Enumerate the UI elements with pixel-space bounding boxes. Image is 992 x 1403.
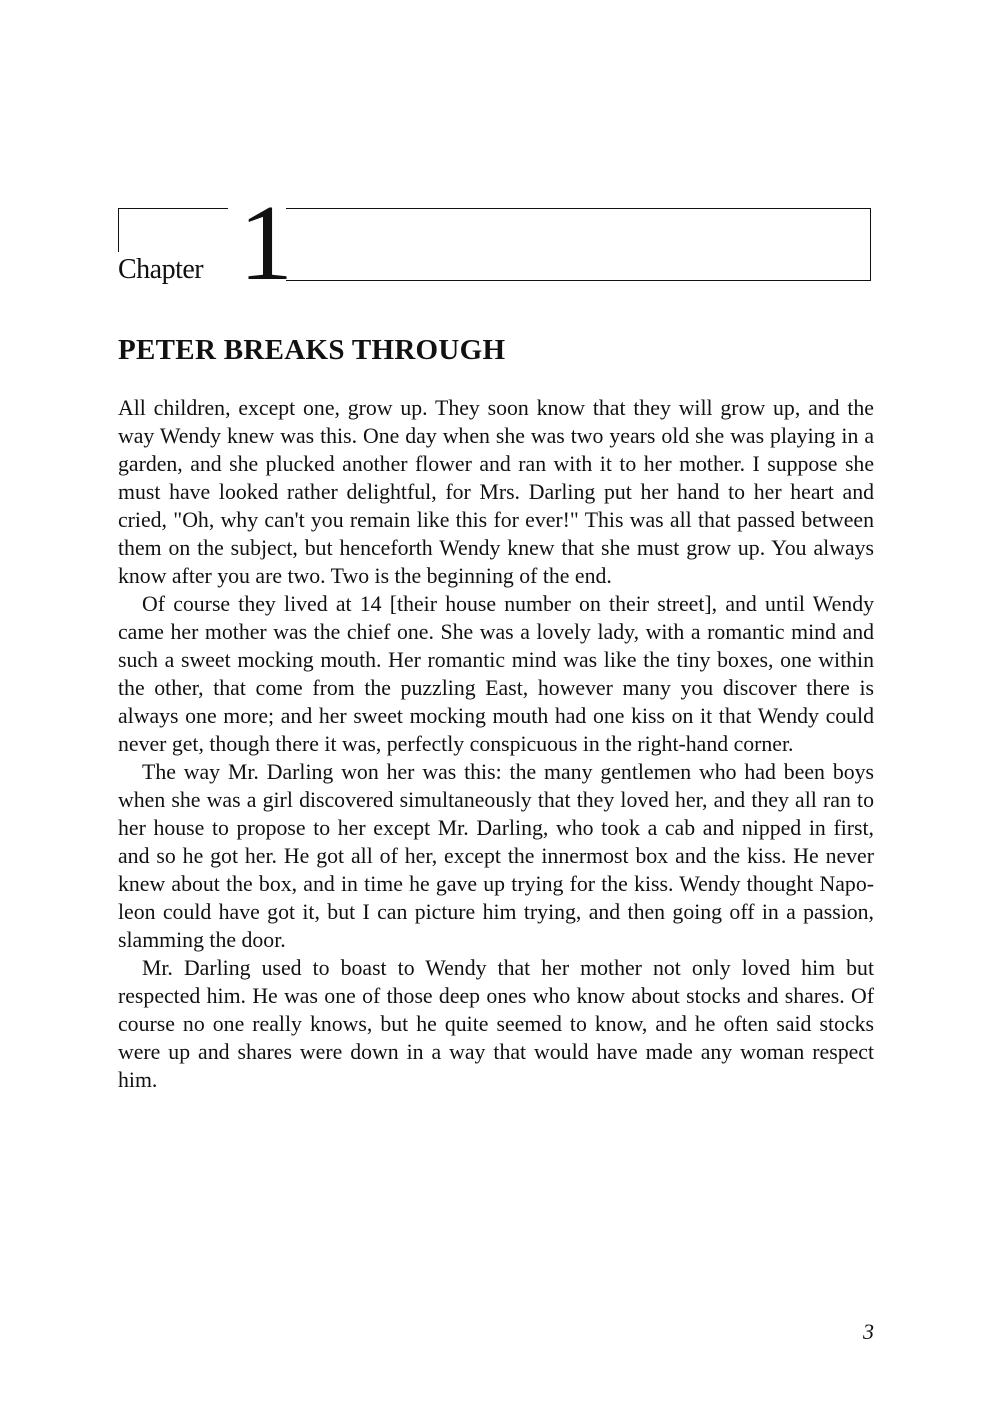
paragraph-1: All children, except one, grow up. They soon know that they will grow up, and the way Wendy knew was this. One day when she was two years old she was playing in a garden, and she plucked another flower and ran with it to her mother. I suppose she must have looked rather delightful, for Mrs. Darling put her hand to her heart and cried, "Oh, why can't you remain like this for ever!" This was all that passed between them on the subject, but henceforth Wendy knew that she must grow up. You always know after you are two. Two is the beginning of the end. (118, 396, 874, 588)
chapter-heading (118, 184, 874, 303)
chapter-number: 1 (239, 184, 293, 303)
page-number: 3 (863, 1319, 874, 1344)
paragraph-4: Mr. Darling used to boast to Wendy that her mother not only loved him but respected him. He was one of those deep ones who know about stocks and shares. Of course no one really knows, but he quite seemed to know, and he often said stocks were up and shares were down in a way that would have made any woman respect him. (118, 956, 874, 1092)
chapter-frame-box (286, 208, 871, 281)
paragraph-2: Of course they lived at 14 [their house number on their street], and until Wendy came her mother was the chief one. She was a lovely lady, with a romantic mind and such a sweet mocking mouth. Her romantic mind was like the tiny boxes, one within the other, that come from the puzzling East, however many you discover there is always one more; and her sweet mocking mouth had one kiss on it that Wendy could never get, though there it was, perfectly conspicuous in the right-hand corner. (118, 592, 874, 756)
body-text (118, 394, 874, 1094)
chapter-label: Chapter (118, 254, 204, 285)
chapter-rule-vertical-left (118, 208, 119, 252)
paragraph-3: The way Mr. Darling won her was this: the many gentlemen who had been boys when she was a girl discovered simultaneously that they loved her, and they all ran to her house to propose to her except Mr. Darling, who took a cab and nipped in first, and so he got her. He got all of her, except the innermost box and the kiss. He never knew about the box, and in time he gave up trying for the kiss. Wendy thought Napoleon could have got it, but I can picture him trying, and then going off in a passion, slamming the door. (118, 760, 874, 952)
chapter-title: PETER BREAKS THROUGH (118, 334, 506, 366)
chapter-rule-top-left (118, 208, 228, 209)
